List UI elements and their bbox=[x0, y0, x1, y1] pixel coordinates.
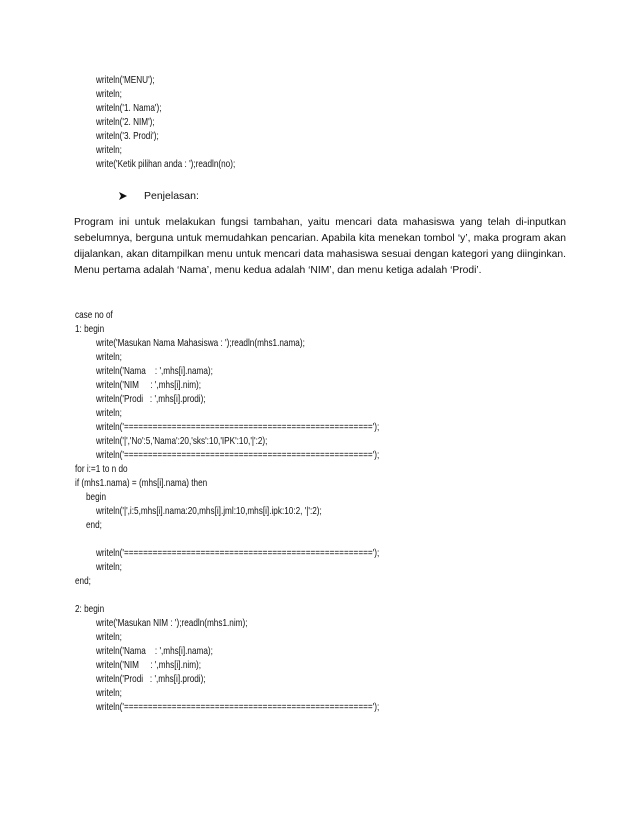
code-line: writeln; bbox=[96, 631, 122, 643]
bullet-item bbox=[116, 190, 199, 202]
code-line: 1: begin bbox=[75, 323, 105, 335]
code-line: writeln('Nama : ',mhs[i].nama); bbox=[96, 365, 213, 377]
code-line: writeln('MENU'); bbox=[96, 74, 155, 86]
code-line: writeln('2. NIM'); bbox=[96, 116, 155, 128]
code-line: writeln('NIM : ',mhs[i].nim); bbox=[96, 659, 202, 671]
code-line: write('Masukan Nama Mahasiswa : ');readln(mhs1.nama); bbox=[96, 337, 305, 349]
code-line: end; bbox=[75, 575, 91, 587]
code-line: writeln('1. Nama'); bbox=[96, 102, 162, 114]
code-line: writeln('===================================================='); bbox=[96, 449, 380, 461]
code-line: writeln; bbox=[96, 351, 122, 363]
code-line: writeln; bbox=[96, 144, 122, 156]
code-line: for i:=1 to n do bbox=[75, 463, 128, 475]
code-block-case bbox=[0, 308, 638, 714]
code-line: writeln('|','No':5,'Nama':20,'sks':10,'IPK':10,'|':2); bbox=[96, 435, 268, 447]
code-line: writeln; bbox=[96, 561, 122, 573]
code-line: writeln('Prodi : ',mhs[i].prodi); bbox=[96, 393, 206, 405]
code-line: write('Ketik pilihan anda : ');readln(no); bbox=[96, 158, 236, 170]
code-line: writeln('Nama : ',mhs[i].nama); bbox=[96, 645, 213, 657]
code-line: writeln('|',i:5,mhs[i].nama:20,mhs[i].jml:10,mhs[i].ipk:10:2, '|':2); bbox=[96, 505, 322, 517]
code-line: end; bbox=[86, 519, 102, 531]
code-line: writeln('===================================================='); bbox=[96, 701, 380, 713]
code-line: case no of bbox=[75, 309, 113, 321]
code-line: writeln('Prodi : ',mhs[i].prodi); bbox=[96, 673, 206, 685]
bullet-label: Penjelasan: bbox=[144, 190, 199, 202]
code-line: 2: begin bbox=[75, 603, 105, 615]
code-line: writeln('NIM : ',mhs[i].nim); bbox=[96, 379, 202, 391]
arrow-bullet-icon bbox=[116, 191, 130, 201]
code-line: begin bbox=[86, 491, 107, 503]
code-line: writeln; bbox=[96, 687, 122, 699]
code-line: write('Masukan NIM : ');readln(mhs1.nim); bbox=[96, 617, 248, 629]
code-line: writeln; bbox=[96, 407, 122, 419]
explanation-paragraph: Program ini untuk melakukan fungsi tambahan, yaitu mencari data mahasiswa yang telah di-inputkan sebelumnya, berguna untuk memudahkan pencarian. Apabila kita menekan tombol ‘y’, maka program akan dijalankan, akan ditampilkan menu untuk mencari data mahasiswa sesuai dengan kategori yang diinginkan. Menu pertama adalah ‘Nama’, menu kedua adalah ‘NIM’, dan menu ketiga adalah ‘Prodi’. bbox=[74, 217, 566, 276]
code-line: writeln('===================================================='); bbox=[96, 421, 380, 433]
code-line: writeln('===================================================='); bbox=[96, 547, 380, 559]
code-line: if (mhs1.nama) = (mhs[i].nama) then bbox=[75, 477, 208, 489]
code-line: writeln('3. Prodi'); bbox=[96, 130, 159, 142]
code-block-menu bbox=[0, 73, 638, 171]
code-line: writeln; bbox=[96, 88, 122, 100]
